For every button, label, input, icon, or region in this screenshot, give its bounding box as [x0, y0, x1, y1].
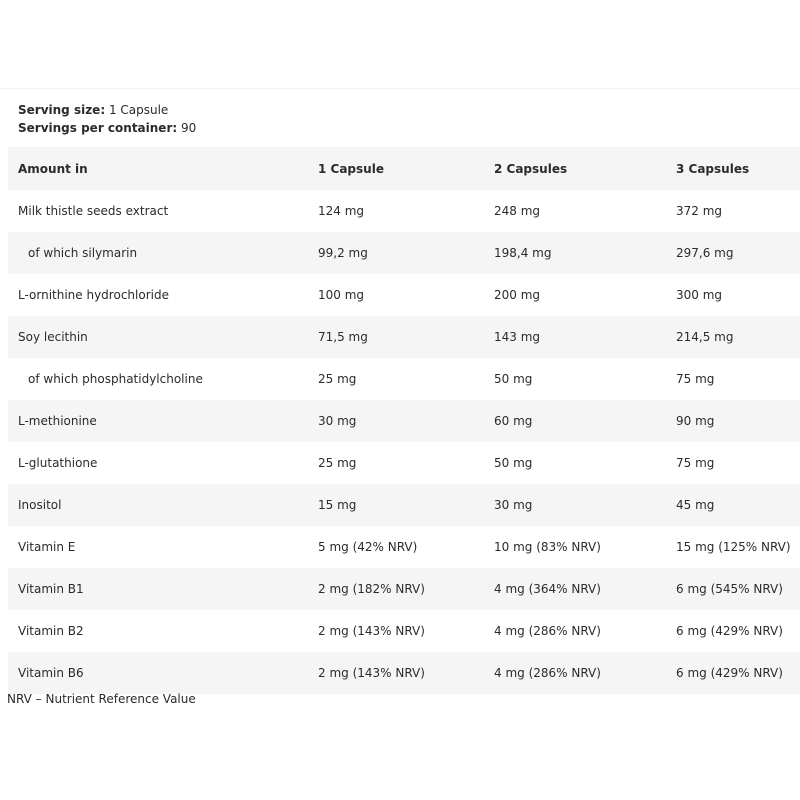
- table-row: [8, 316, 800, 358]
- ingredient-name: L-methionine: [8, 400, 308, 442]
- nutrition-table: [8, 147, 800, 694]
- table-row: [8, 400, 800, 442]
- table-row: [8, 526, 800, 568]
- table-row: [8, 442, 800, 484]
- amount-2-capsules: 60 mg: [484, 400, 666, 442]
- header-2-capsules: 2 Capsules: [484, 147, 666, 190]
- ingredient-name: L-ornithine hydrochloride: [8, 274, 308, 316]
- serving-info: [18, 101, 196, 137]
- header-1-capsule: 1 Capsule: [308, 147, 484, 190]
- amount-1-capsule: 99,2 mg: [308, 232, 484, 274]
- ingredient-name: Milk thistle seeds extract: [8, 190, 308, 232]
- amount-1-capsule: 2 mg (182% NRV): [308, 568, 484, 610]
- serving-size: [18, 101, 196, 119]
- ingredient-name: Soy lecithin: [8, 316, 308, 358]
- amount-1-capsule: 2 mg (143% NRV): [308, 610, 484, 652]
- amount-2-capsules: 4 mg (286% NRV): [484, 652, 666, 694]
- ingredient-name: Vitamin E: [8, 526, 308, 568]
- amount-3-capsules: 75 mg: [666, 442, 800, 484]
- header-3-capsules: 3 Capsules: [666, 147, 800, 190]
- amount-3-capsules: 372 mg: [666, 190, 800, 232]
- ingredient-name: Vitamin B6: [8, 652, 308, 694]
- amount-1-capsule: 30 mg: [308, 400, 484, 442]
- top-divider: [0, 88, 800, 89]
- table-row: [8, 358, 800, 400]
- amount-2-capsules: 4 mg (286% NRV): [484, 610, 666, 652]
- amount-3-capsules: 45 mg: [666, 484, 800, 526]
- amount-3-capsules: 6 mg (429% NRV): [666, 652, 800, 694]
- amount-1-capsule: 100 mg: [308, 274, 484, 316]
- table-row: [8, 274, 800, 316]
- amount-3-capsules: 6 mg (545% NRV): [666, 568, 800, 610]
- ingredient-name: Inositol: [8, 484, 308, 526]
- servings-per-container-label: Servings per container:: [18, 121, 178, 135]
- servings-per-container-value: 90: [177, 121, 197, 135]
- amount-1-capsule: 5 mg (42% NRV): [308, 526, 484, 568]
- ingredient-name: of which phosphatidylcholine: [8, 358, 308, 400]
- amount-2-capsules: 50 mg: [484, 358, 666, 400]
- ingredient-name: L-glutathione: [8, 442, 308, 484]
- amount-3-capsules: 297,6 mg: [666, 232, 800, 274]
- header-amount-in: Amount in: [8, 147, 308, 190]
- nrv-footnote: NRV – Nutrient Reference Value: [7, 692, 196, 706]
- ingredient-name: Vitamin B2: [8, 610, 308, 652]
- amount-3-capsules: 300 mg: [666, 274, 800, 316]
- amount-3-capsules: 214,5 mg: [666, 316, 800, 358]
- amount-3-capsules: 15 mg (125% NRV): [666, 526, 800, 568]
- ingredient-name: of which silymarin: [8, 232, 308, 274]
- amount-1-capsule: 2 mg (143% NRV): [308, 652, 484, 694]
- amount-2-capsules: 200 mg: [484, 274, 666, 316]
- servings-per-container: [18, 119, 196, 137]
- amount-3-capsules: 90 mg: [666, 400, 800, 442]
- table-header-row: [8, 147, 800, 190]
- amount-1-capsule: 71,5 mg: [308, 316, 484, 358]
- serving-size-value: 1 Capsule: [105, 103, 169, 117]
- serving-size-label: Serving size:: [18, 103, 106, 117]
- amount-2-capsules: 143 mg: [484, 316, 666, 358]
- amount-2-capsules: 10 mg (83% NRV): [484, 526, 666, 568]
- table-row: [8, 568, 800, 610]
- amount-2-capsules: 248 mg: [484, 190, 666, 232]
- amount-2-capsules: 30 mg: [484, 484, 666, 526]
- table-row: [8, 232, 800, 274]
- amount-2-capsules: 4 mg (364% NRV): [484, 568, 666, 610]
- amount-3-capsules: 75 mg: [666, 358, 800, 400]
- table-row: [8, 484, 800, 526]
- table-row: [8, 190, 800, 232]
- amount-2-capsules: 198,4 mg: [484, 232, 666, 274]
- table-row: [8, 652, 800, 694]
- table-row: [8, 610, 800, 652]
- amount-3-capsules: 6 mg (429% NRV): [666, 610, 800, 652]
- amount-2-capsules: 50 mg: [484, 442, 666, 484]
- amount-1-capsule: 25 mg: [308, 442, 484, 484]
- ingredient-name: Vitamin B1: [8, 568, 308, 610]
- amount-1-capsule: 25 mg: [308, 358, 484, 400]
- amount-1-capsule: 124 mg: [308, 190, 484, 232]
- amount-1-capsule: 15 mg: [308, 484, 484, 526]
